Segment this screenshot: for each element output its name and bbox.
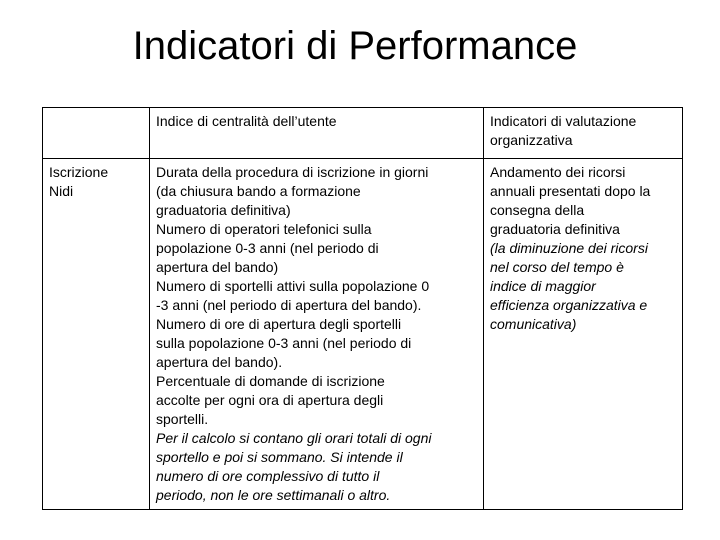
- cell-text-line: Percentuale di domande di iscrizione: [156, 373, 385, 389]
- cell-text-line: Durata della procedura di iscrizione in giorni: [156, 164, 429, 180]
- cell-text-line: Per il calcolo si contano gli orari totali di ogni: [156, 430, 432, 446]
- cell-text-line: indice di maggior: [490, 278, 596, 294]
- valutazione-cell: [484, 159, 683, 510]
- cell-text-line: (da chiusura bando a formazione: [156, 183, 361, 199]
- cell-text-line: (la diminuzione dei ricorsi: [490, 240, 648, 256]
- cell-text-line: accolte per ogni ora di apertura degli: [156, 392, 384, 408]
- cell-text-line: nel corso del tempo è: [490, 259, 624, 275]
- cell-text-line: consegna della: [490, 202, 585, 218]
- cell-text-line: apertura del bando): [156, 259, 279, 275]
- performance-table: [42, 107, 683, 510]
- header-cell-empty: [43, 108, 150, 159]
- slide-title: Indicatori di Performance: [132, 24, 578, 68]
- cell-text-line: Numero di operatori telefonici sulla: [156, 221, 372, 237]
- cell-text-line: efficienza organizzativa e: [490, 297, 648, 313]
- header-line: organizzativa: [490, 132, 573, 148]
- cell-text-line: annuali presentati dopo la: [490, 183, 651, 199]
- header-cell-valutazione: [484, 108, 683, 159]
- cell-text-line: numero di ore complessivo di tutto il: [156, 468, 380, 484]
- cell-text-line: -3 anni (nel periodo di apertura del bando).: [156, 297, 422, 313]
- cell-text-line: graduatoria definitiva): [156, 202, 291, 218]
- header-cell-centralita: Indice di centralità dell’utente: [150, 108, 484, 159]
- row-label-line: Nidi: [49, 183, 74, 199]
- cell-text-line: sulla popolazione 0-3 anni (nel periodo di: [156, 335, 412, 351]
- row-label-cell: [43, 159, 150, 510]
- cell-text-line: periodo, non le ore settimanali o altro.: [156, 487, 391, 503]
- cell-text-line: Numero di ore di apertura degli sportelli: [156, 316, 402, 332]
- cell-text-line: sportello e poi si sommano. Si intende il: [156, 449, 403, 465]
- cell-text-line: Andamento dei ricorsi: [490, 164, 626, 180]
- header-line: Indicatori di valutazione: [490, 113, 637, 129]
- cell-text-line: sportelli.: [156, 411, 209, 427]
- cell-text-line: comunicativa): [490, 316, 577, 332]
- row-label-line: Iscrizione: [49, 164, 109, 180]
- cell-text-line: graduatoria definitiva: [490, 221, 620, 237]
- cell-text-line: Numero di sportelli attivi sulla popolazione 0: [156, 278, 430, 294]
- cell-text-line: popolazione 0-3 anni (nel periodo di: [156, 240, 379, 256]
- table-header-row: [43, 108, 683, 159]
- cell-text-line: apertura del bando).: [156, 354, 283, 370]
- table-row: [43, 159, 683, 510]
- indices-cell: [150, 159, 484, 510]
